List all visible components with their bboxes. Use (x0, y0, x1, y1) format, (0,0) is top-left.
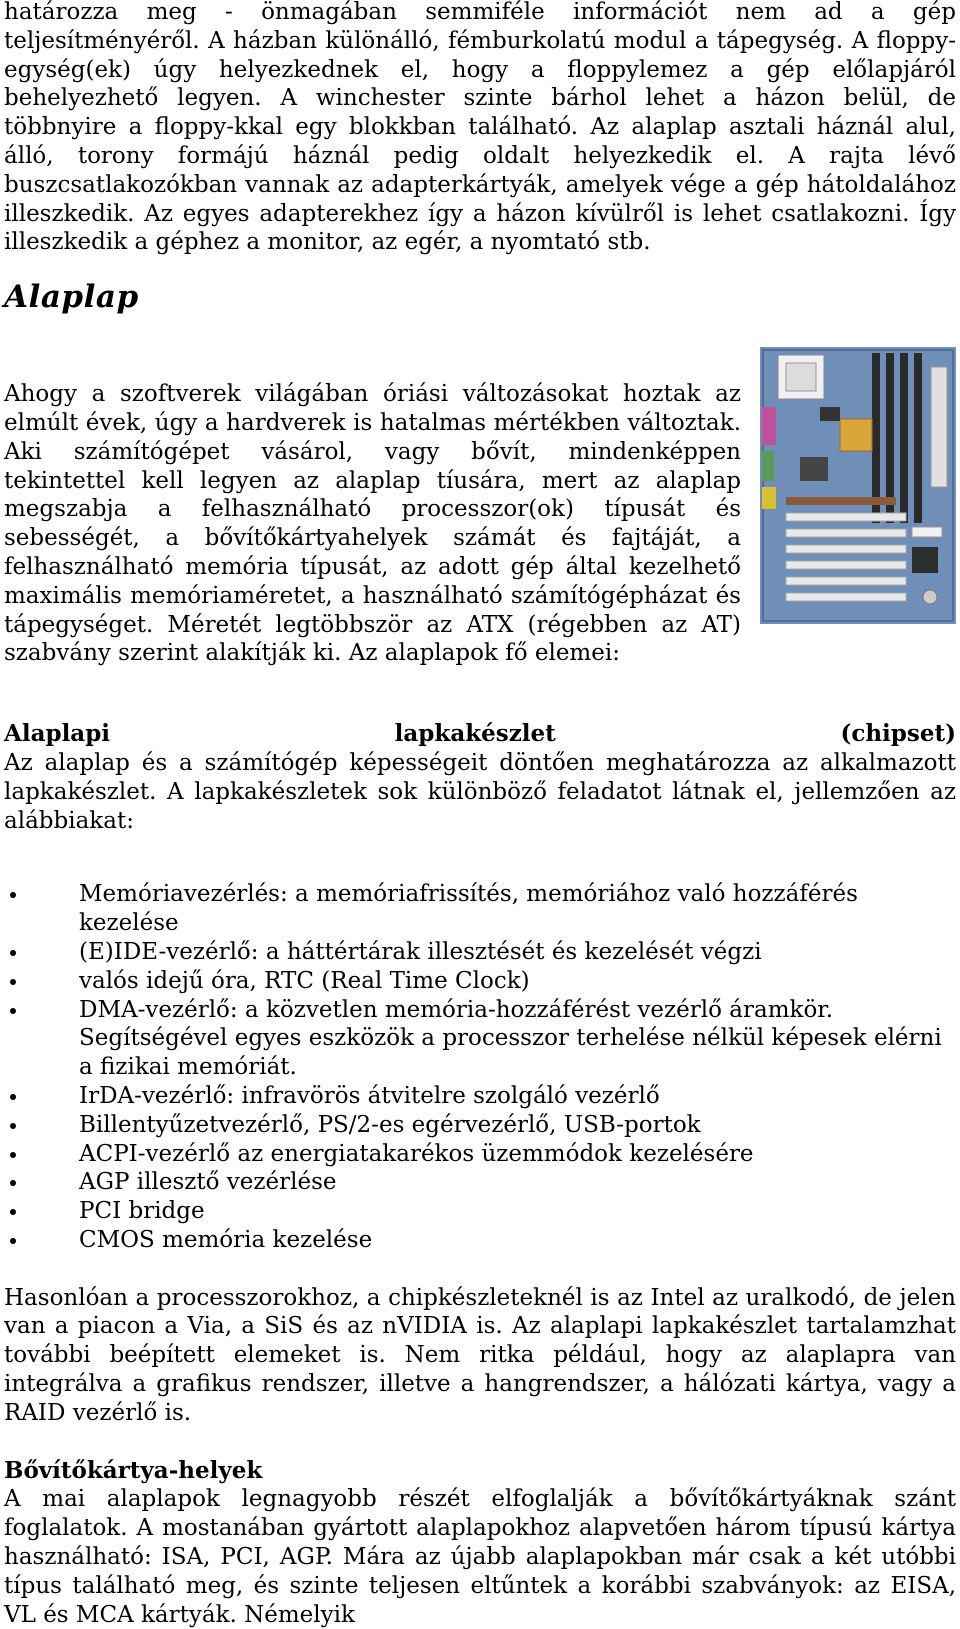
list-item (4, 1111, 956, 1140)
pci-slot-6 (786, 593, 906, 601)
chipset-vendors-paragraph: Hasonlóan a processzorokhoz, a chipkészleteknél is az Intel az uralkodó, de jelen van a piacon a Via, a SiS és az nVIDIA is. Az alaplapi lapkakészlet tartalamzhat további beépített elemeket is. Nem ritka például, hogy az alaplapra van integrálva a grafikus rendszer, illetve a hangrendszer, a hálózati kártya, vagy a RAID vezérlő is. (4, 1284, 956, 1426)
list-item-text: AGP illesztő vezérlése (79, 1169, 337, 1196)
list-item (4, 1168, 956, 1197)
bullet-icon (10, 1123, 16, 1129)
pci-slot-1 (786, 513, 906, 521)
ram-slot-4 (914, 353, 922, 523)
list-item (4, 967, 956, 996)
list-item-text: CMOS memória kezelése (79, 1226, 373, 1253)
bullet-icon (10, 892, 16, 898)
motherboard-photo (760, 347, 956, 624)
serial-port (762, 451, 774, 481)
cmos-battery (923, 590, 937, 604)
pci-slot-2 (786, 529, 906, 537)
cpu-socket-inner (786, 363, 816, 391)
chip-small (820, 407, 840, 421)
list-item-text: valós idejű óra, RTC (Real Time Clock) (79, 967, 530, 994)
bullet-icon (10, 1209, 16, 1215)
chipset-paragraph: Az alaplap és a számítógép képességeit döntően meghatározza az alkalmazott lapkakészlet. A lapkakészletek sok különböző feladatot látnak el, jellemzően az alábbiakat: (4, 749, 956, 834)
section-title-alaplap: Alaplap (4, 279, 139, 316)
floppy-connector (912, 527, 942, 537)
agp-slot (786, 497, 896, 505)
bullet-icon (10, 1152, 16, 1158)
bullet-icon (10, 1238, 16, 1244)
ide-connectors (931, 367, 947, 487)
intro-paragraph: határozza meg - önmagában semmiféle információt nem ad a gép teljesítményéről. A házban különálló, fémburkolatú modul a tápegység. A floppy-egység(ek) úgy helyezkednek el, hogy a floppylemez a gép előlapjáról behelyezhető legyen. A winchester szinte bárhol lehet a házon belül, de többnyire a floppy-kkal egy blokkban található. Az alaplap asztali háznál alul, álló, torony formájú háznál pedig oldalt helyezkedik el. A rajta lévő buszcsatlakozókban vannak az adapterkártyák, amelyek vége a gép hátoldalához illeszkedik. Az egyes adapterekhez így a házon kívülről is lehet csatlakozni. Így illeszkedik a géphez a monitor, az egér, a nyomtató stb. (4, 0, 956, 256)
list-item (4, 880, 956, 938)
southbridge-chip (912, 547, 938, 573)
list-item-text: Memóriavezérlés: a memóriafrissítés, memóriához való hozzáférés kezelése (79, 881, 858, 937)
chipset-heading-word-3: (chipset) (840, 720, 956, 748)
list-item (4, 1140, 956, 1169)
alaplap-paragraph: Ahogy a szoftverek világában óriási változásokat hoztak az elmúlt évek, úgy a hardverek is hatalmas mértékben változtak. Aki számítógépet vásárol, vagy bővít, mindenképpen tekintettel kell legyen az alaplap tíusára, mert az alaplap megszabja a felhasználható processzor(ok) típusát és sebességét, a bővítőkártyahelyek számát és fajtáját, a felhasználható memória típusát, az adott gép által kezelhető maximális memóriaméretet, a használható számítógépházat és tápegységet. Méretét legtöbbször az ATX (régebben az AT) szabvány szerint alakítják ki. Az alaplapok fő elemei: (4, 381, 741, 667)
bullet-icon (10, 950, 16, 956)
list-item (4, 1226, 956, 1255)
pci-slot-5 (786, 577, 906, 585)
list-item-text: ACPI-vezérlő az energiatakarékos üzemmódok kezelésére (79, 1140, 754, 1167)
bullet-icon (10, 1180, 16, 1186)
chipset-heatsink (840, 419, 872, 451)
document-page (4, 0, 956, 1629)
chipset-heading (4, 720, 956, 749)
list-item-text: (E)IDE-vezérlő: a háttértárak illesztését és kezelését végzi (79, 938, 762, 965)
bullet-icon (10, 979, 16, 985)
pci-slot-3 (786, 545, 906, 553)
parallel-port (762, 407, 776, 445)
chipset-functions-list (4, 880, 956, 1254)
chipset-heading-word-2: lapkakészlet (394, 720, 556, 748)
list-item-text: PCI bridge (79, 1198, 205, 1225)
list-item (4, 1082, 956, 1111)
list-item (4, 996, 956, 1082)
bullet-icon (10, 1094, 16, 1100)
ram-slot-3 (900, 353, 908, 523)
slots-paragraph: A mai alaplapok legnagyobb részét elfoglalják a bővítőkártyáknak szánt foglalatok. A mostanában gyártott alaplapokhoz alapvetően három típusú kártya használható: ISA, PCI, AGP. Mára az újabb alaplapokban már csak a két utóbbi típus található meg, és szinte teljesen eltűntek a korábbi szabványok: az EISA, VL és MCA kártyák. Némelyik (4, 1486, 956, 1628)
list-item-text: DMA-vezérlő: a közvetlen memória-hozzáférést vezérlő áramkör. Segítségével egyes eszközök a processzor terhelése nélkül képesek elérni a fizikai memóriát. (79, 996, 942, 1081)
list-item (4, 1197, 956, 1226)
list-item-text: IrDA-vezérlő: infravörös átvitelre szolgáló vezérlő (79, 1082, 660, 1109)
list-item-text: Billentyűzetvezérlő, PS/2-es egérvezérlő, USB-portok (79, 1111, 701, 1138)
chipset-heading-word-1: Alaplapi (4, 720, 111, 748)
bullet-icon (10, 1008, 16, 1014)
slots-heading: Bővítőkártya-helyek (4, 1456, 263, 1484)
game-port (762, 487, 776, 509)
alaplap-section (4, 380, 956, 668)
pci-slot-4 (786, 561, 906, 569)
chip-medium (800, 457, 828, 481)
list-item (4, 938, 956, 967)
